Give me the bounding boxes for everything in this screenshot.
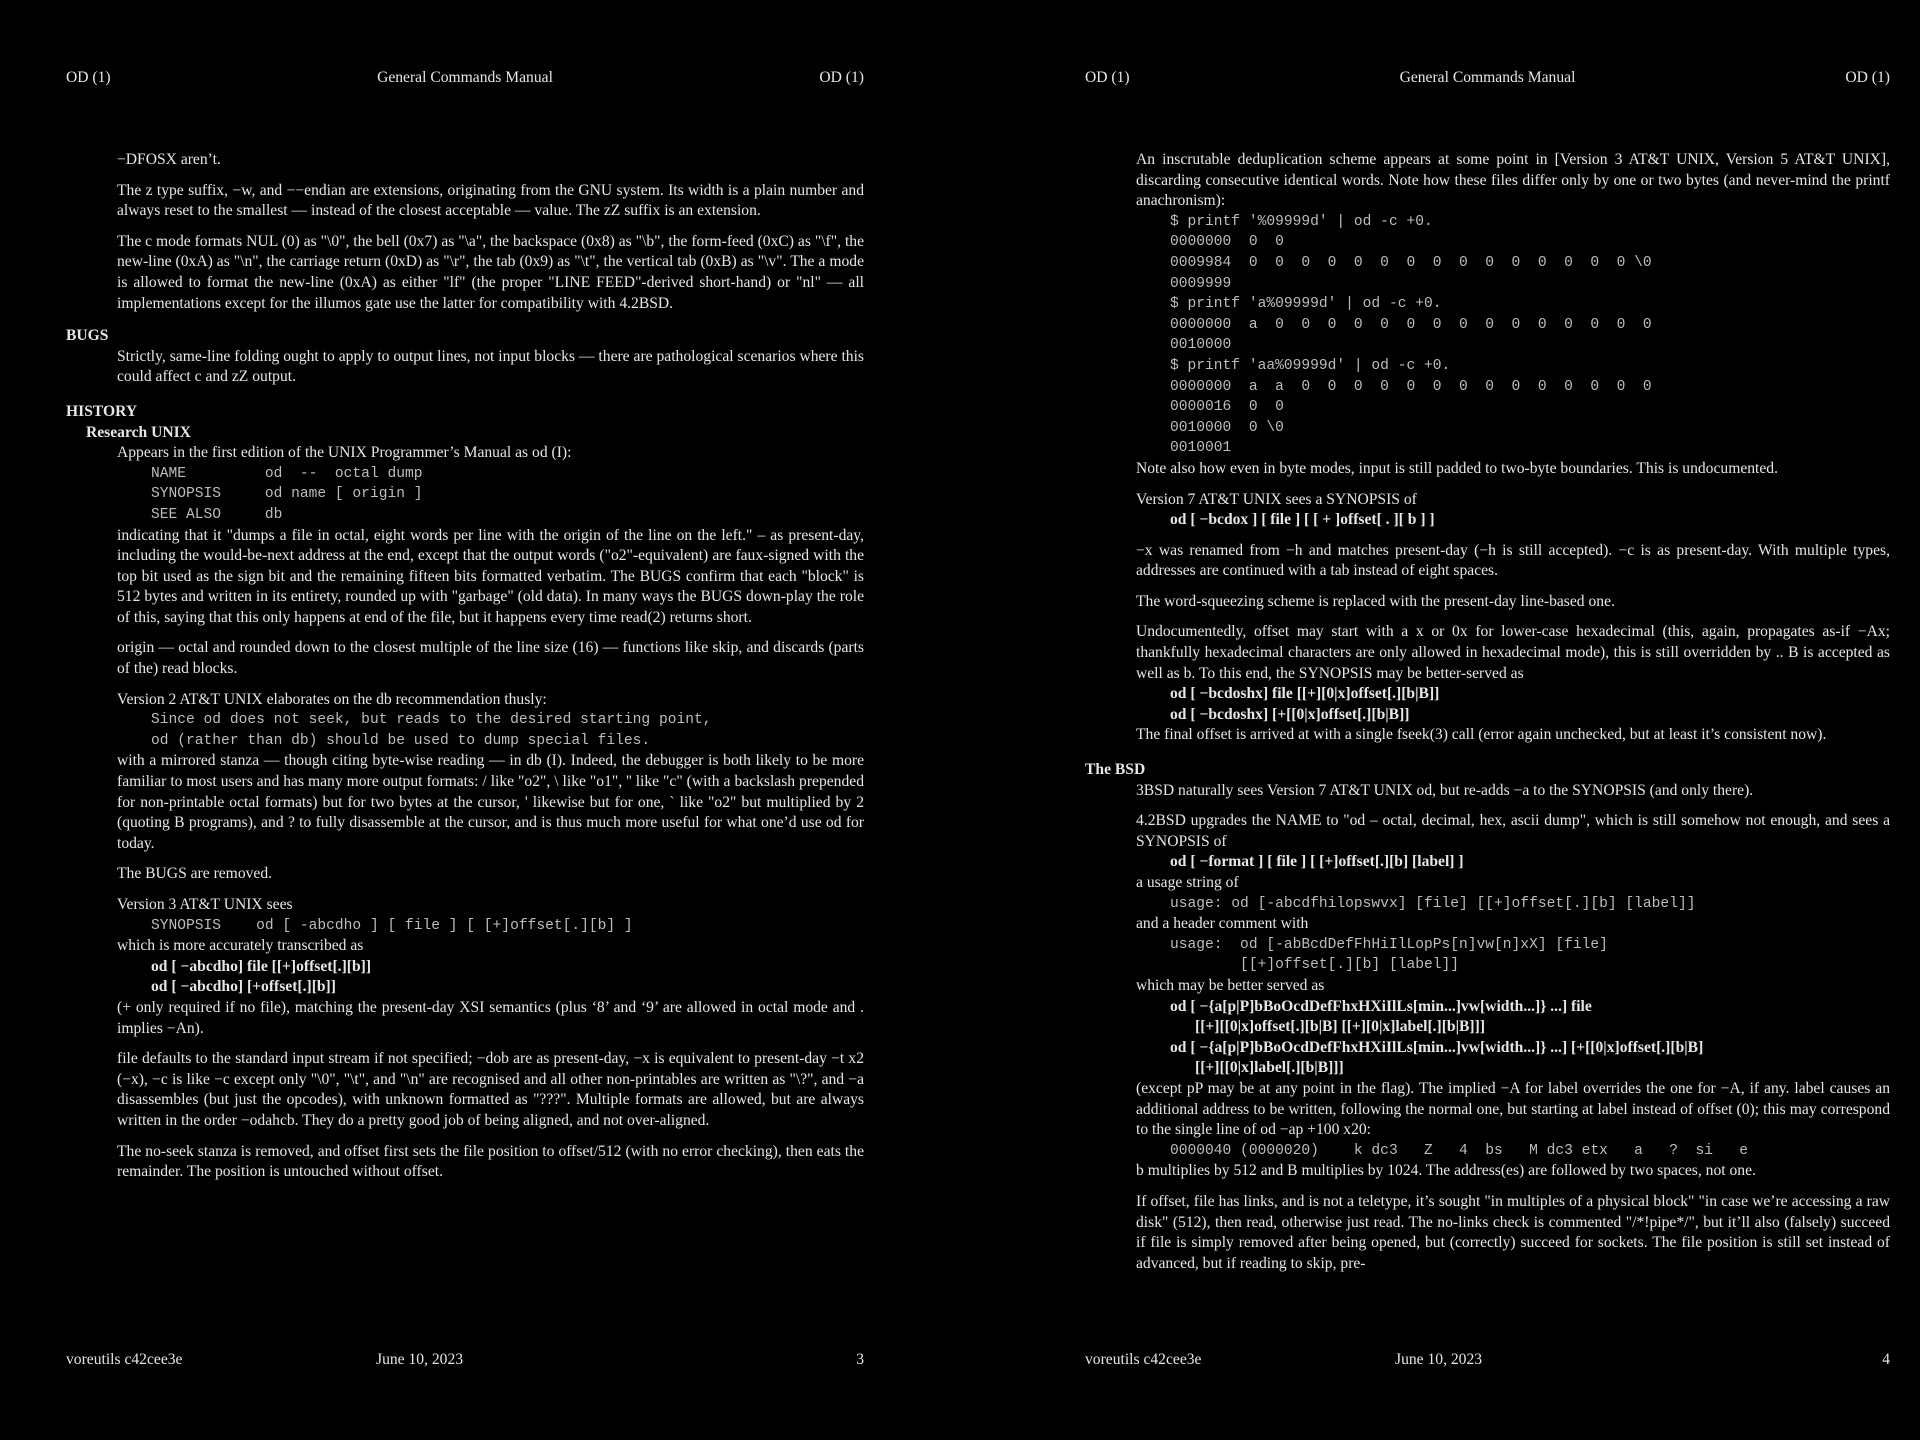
paragraph: with a mirrored stanza — though citing byte-wise reading — in db (I). Indeed, the debugger is both likely to be more familiar to most users and has many more output formats: / like "o2", \ like "o1", '' like "c" (with a backslash prepended for non-printable octal formats) but for two bytes at the cursor, ' likewise but for one, ` like "o2" but multiplied by 2 (quoting B programs), and ? to fully disassemble at the cursor, and is thus much more useful for what one’d use od for today. bbox=[117, 752, 864, 852]
code-block: 0000040 (0000020) k dc3 Z 4 bs M dc3 etx a ? si e bbox=[1170, 1142, 1749, 1159]
paragraph: −x was renamed from −h and matches present-day (−h is still accepted). −c is as present-day. With multiple types, addresses are continued with a tab instead of eight spaces. bbox=[1136, 541, 1890, 580]
synopsis-line: od [ −format ] [ file ] [ [+]offset[.][b] [label] ] bbox=[1170, 853, 1464, 871]
paragraph: 3BSD naturally sees Version 7 AT&T UNIX od, but re-adds −a to the SYNOPSIS (and only there). bbox=[1136, 781, 1754, 799]
page-header bbox=[1085, 68, 1890, 90]
paragraph: Version 7 AT&T UNIX sees a SYNOPSIS of bbox=[1136, 490, 1417, 508]
code-block: Since od does not seek, but reads to the desired starting point, od (rather than db) should be used to dump special files. bbox=[151, 712, 712, 749]
manual-page-4 bbox=[960, 0, 1920, 1440]
page-content bbox=[66, 150, 864, 1193]
paragraph: Note also how even in byte modes, input is still padded to two-byte boundaries. This is undocumented. bbox=[1136, 459, 1778, 477]
paragraph: b multiplies by 512 and B multiplies by 1024. The address(es) are followed by two spaces, not one. bbox=[1136, 1162, 1756, 1180]
paragraph: The BUGS are removed. bbox=[117, 865, 273, 883]
paragraph: Version 3 AT&T UNIX sees bbox=[117, 896, 293, 913]
synopsis-line: [[+][[0|x]label[.][b|B]]] bbox=[1195, 1059, 1344, 1077]
paragraph: If offset, file has links, and is not a teletype, it’s sought "in multiples of a physical block" "in case we’re accessing a raw disk" (512), then read, otherwise just read. The no-links check is commented "/*!pipe*/", but it’ll also (falsely) succeed if file is simply removed after being opened, but (correctly) succeed for sockets. The file position is still set instead of advanced, but if reading to skip, pre- bbox=[1136, 1192, 1890, 1272]
paragraph: which is more accurately transcribed as bbox=[117, 937, 364, 955]
page-footer bbox=[1085, 1350, 1890, 1372]
section-heading-the-bsd: The BSD bbox=[1085, 761, 1146, 779]
header-right: OD (1) bbox=[1845, 69, 1890, 86]
footer-page-number: 4 bbox=[1882, 1351, 1890, 1368]
header-left: OD (1) bbox=[1085, 69, 1130, 86]
code-block: NAME od -- octal dump SYNOPSIS od name [ origin ] SEE ALSO db bbox=[151, 465, 423, 523]
page-footer bbox=[66, 1350, 864, 1372]
header-center: General Commands Manual bbox=[1399, 69, 1576, 86]
synopsis-line: od [ −bcdoshx] file [[+][0|x]offset[.][b|B]] bbox=[1170, 685, 1440, 703]
footer-left: voreutils c42cee3e bbox=[66, 1351, 183, 1368]
footer-center: June 10, 2023 bbox=[1395, 1351, 1483, 1368]
header-left: OD (1) bbox=[66, 69, 111, 86]
paragraph: The final offset is arrived at with a single fseek(3) call (error again unchecked, but at least it’s consistent now). bbox=[1136, 726, 1827, 744]
footer-page-number: 3 bbox=[856, 1351, 864, 1368]
paragraph: The c mode formats NUL (0) as "\0", the bell (0x7) as "\a", the backspace (0x8) as "\b", the form-feed (0xC) as "\f", the new-line (0xA) as "\n", the carriage return (0xD) as "\r", the tab (0x9) as "\t", the vertical tab (0xB) as "\v". The a mode is allowed to format the new-line (0xA) as either "lf" (the proper "LINE FEED"-derived short-hand) or "nl" — all implementations except for the illumos gate use the latter for compatibility with 4.2BSD. bbox=[117, 232, 864, 312]
paragraph: (except pP may be at any point in the flag). The implied −A for label overrides the one for −A, if any. label causes an additional address to be written, following the normal one, but starting at label instead of offset (0); this may correspond to the single line of od −ap +100 x20: bbox=[1136, 1079, 1890, 1139]
paragraph: and a header comment with bbox=[1136, 915, 1309, 933]
synopsis-line: od [ −{a[p|P]bBoOcdDefFhxHXiIlLs[min...]vw[width...]} ...] file bbox=[1170, 997, 1592, 1015]
paragraph: The no-seek stanza is removed, and offset first sets the file position to offset/512 (with no error checking), then eats the remainder. The position is untouched without offset. bbox=[117, 1142, 864, 1181]
section-heading-bugs: BUGS bbox=[66, 327, 109, 345]
paragraph: which may be better served as bbox=[1136, 976, 1325, 994]
synopsis-line: [[+][[0|x]offset[.][b|B] [[+][0|x]label[.][b|B]]] bbox=[1195, 1018, 1486, 1036]
paragraph: Appears in the first edition of the UNIX Programmer’s Manual as od (I): bbox=[117, 444, 572, 462]
paragraph: An inscrutable deduplication scheme appears at some point in [Version 3 AT&T UNIX, Version 5 AT&T UNIX], discarding consecutive identical words. Note how these files differ only by one or two bytes (and never-mind the printf anachronism): bbox=[1136, 151, 1890, 210]
header-right: OD (1) bbox=[819, 69, 864, 86]
paragraph: indicating that it "dumps a file in octal, eight words per line with the origin of the line on the left." – as present-day, including the would-be-next address at the end, except that the output words ("o2"-equivalent) are faux-signed with the top bit used as the sign bit and the remaining fifteen bits formatted verbatim. The BUGS confirm that each "block" is 512 bytes and written in its entirety, rounded up with "garbage" (old data). In many ways the BUGS down-play the role of this, saying that this only happens at end of the file, but it happens every time read(2) returns short. bbox=[117, 526, 864, 626]
code-block: SYNOPSIS od [ -abcdho ] [ file ] [ [+]offset[.][b] ] bbox=[151, 917, 633, 934]
paragraph: origin — octal and rounded down to the closest multiple of the line size (16) — functions like skip, and discards (parts of the) read blocks. bbox=[117, 639, 864, 678]
section-heading-history: HISTORY bbox=[66, 402, 138, 420]
synopsis-line: od [ −bcdoshx] [+[[0|x]offset[.][b|B]] bbox=[1170, 705, 1410, 723]
subsection-heading-research-unix: Research UNIX bbox=[86, 423, 191, 441]
paragraph: Version 2 AT&T UNIX elaborates on the db recommendation thusly: bbox=[117, 690, 547, 708]
paragraph: Strictly, same-line folding ought to apply to output lines, not input blocks — there are pathological scenarios where this could affect c and zZ output. bbox=[117, 347, 864, 386]
paragraph: Undocumentedly, offset may start with a x or 0x for lower-case hexadecimal (this, again, propagates as-if −Ax; thankfully hexadecimal characters are only allowed in hexadecimal mode), this is still overridden by .. B is accepted as well as b. To this end, the SYNOPSIS may be better-served as bbox=[1136, 623, 1890, 682]
page-header bbox=[66, 68, 864, 90]
paragraph: (+ only required if no file), matching the present-day XSI semantics (plus ‘8’ and ‘9’ are allowed in octal mode and . implies −An). bbox=[117, 998, 864, 1037]
synopsis-line: od [ −abcdho] [+offset[.][b]] bbox=[151, 978, 336, 996]
code-block: usage: od [-abcdfhilopswvx] [file] [[+]offset[.][b] [label]] bbox=[1170, 895, 1696, 912]
header-center: General Commands Manual bbox=[377, 69, 553, 86]
code-block: usage: od [-abBcdDefFhHiIlLopPs[n]vw[n]xX] [file] [[+]offset[.][b] [label]] bbox=[1170, 936, 1608, 974]
paragraph: The z type suffix, −w, and −−endian are extensions, originating from the GNU system. Its width is a plain number and always reset to the smallest — instead of the closest acceptable — value. The zZ suffix is an extension. bbox=[117, 181, 864, 220]
page-content bbox=[1085, 150, 1890, 1284]
synopsis-line: od [ −bcdox ] [ file ] [ [ + ]offset[ . ][ b ] ] bbox=[1170, 511, 1435, 529]
paragraph: The word-squeezing scheme is replaced with the present-day line-based one. bbox=[1136, 592, 1615, 610]
paragraph: 4.2BSD upgrades the NAME to "od – octal, decimal, hex, ascii dump", which is still somehow not enough, and sees a SYNOPSIS of bbox=[1136, 812, 1890, 850]
paragraph: −DFOSX aren’t. bbox=[117, 151, 221, 168]
synopsis-line: od [ −abcdho] file [[+]offset[.][b]] bbox=[151, 957, 372, 975]
paragraph: file defaults to the standard input stream if not specified; −dob are as present-day, −x is equivalent to present-day −t x2 (−x), −c is like −c except only "\0", "\t", and "\n" are recognised and all other non-printables are written as "\?", and −a disassembles (but just the opcodes), with unknown formatted as "???". Multiple formats are allowed, but are always written in the order −odahcb. They do a pretty good job of being aligned, and not over-aligned. bbox=[117, 1050, 864, 1129]
code-block: $ printf '%09999d' | od -c +0. 0000000 0 0 0009984 0 0 0 0 0 0 0 0 0 0 0 0 0 0 0 \0 0009999 $ printf 'a%09999d' | od -c +0. 0000000 a 0 0 0 0 0 0 0 0 0 0 0 0 0 0 0 0010000 $ printf 'aa%09999d' | od -c +0. 0000000 a a 0 0 0 0 0 0 0 0 0 0 0 0 0 0 0000016 0 0 0010000 0 \0 0010001 bbox=[1170, 213, 1652, 457]
footer-center: June 10, 2023 bbox=[376, 1351, 464, 1368]
footer-left: voreutils c42cee3e bbox=[1085, 1351, 1202, 1368]
paragraph: a usage string of bbox=[1136, 874, 1239, 891]
synopsis-line: od [ −{a[p|P]bBoOcdDefFhxHXiIlLs[min...]vw[width...]} ...] [+[[0|x]offset[.][b|B] bbox=[1170, 1038, 1704, 1056]
